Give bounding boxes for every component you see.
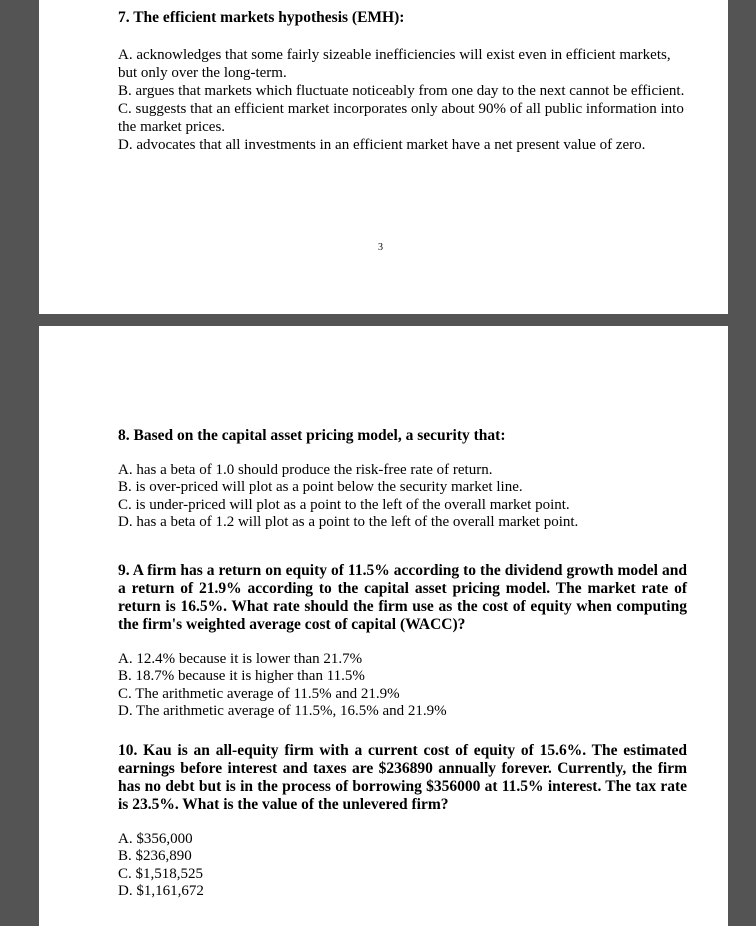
question-8-option-d: D. has a beta of 1.2 will plot as a point to the left of the overall market point. [118, 514, 579, 531]
question-10-option-c: C. $1,518,525 [118, 865, 204, 882]
question-7-option-d: D. advocates that all investments in an efficient market have a net present value of zero. [118, 137, 646, 153]
question-8-option-b: B. is over-priced will plot as a point below the security market line. [118, 479, 523, 496]
question-9-option-b: B. 18.7% because it is higher than 11.5% [118, 668, 365, 685]
question-7-option-c: C. suggests that an efficient market incorporates only about 90% of all public information into the market prices. [118, 101, 684, 135]
question-7 [118, 9, 687, 154]
question-9-option-a: A. 12.4% because it is lower than 21.7% [118, 651, 363, 667]
question-8-option-c: C. is under-priced will plot as a point to the left of the overall market point. [118, 496, 570, 513]
question-7-options [118, 46, 687, 154]
question-9-option-d: D. The arithmetic average of 11.5%, 16.5% and 21.9% [118, 703, 447, 720]
question-8 [118, 427, 687, 532]
question-8-title: 8. Based on the capital asset pricing model, a security that: [118, 427, 506, 444]
question-10-options [118, 831, 687, 901]
question-9 [118, 562, 687, 721]
question-10-option-d: D. $1,161,672 [118, 883, 204, 900]
document-page-3 [39, 0, 728, 314]
question-7-option-a: A. acknowledges that some fairly sizeable inefficiencies will exist even in efficient markets, but only over the long-term. [118, 47, 671, 81]
question-9-options [118, 651, 687, 721]
question-9-option-c: C. The arithmetic average of 11.5% and 21.9% [118, 685, 400, 702]
question-10 [118, 742, 687, 901]
question-10-title: 10. Kau is an all-equity firm with a current cost of equity of 15.6%. The estimated earnings before interest and taxes are $236890 annually forever. Currently, the firm has no debt but is in the process of borrowing $356000 at 11.5% interest. The tax rate is 23.5%. What is the value of the unlevered firm? [118, 742, 687, 813]
question-9-title: 9. A firm has a return on equity of 11.5% according to the dividend growth model and a return of 21.9% according to the capital asset pricing model. The market rate of return is 16.5%. What rate should the firm use as the cost of equity when computing the firm's weighted average cost of capital (WACC)? [118, 562, 687, 633]
question-10-option-a: A. $356,000 [118, 831, 193, 847]
page-number: 3 [378, 242, 383, 253]
question-8-options [118, 462, 687, 532]
document-page-4 [39, 326, 728, 926]
question-7-option-b: B. argues that markets which fluctuate noticeably from one day to the next cannot be efficient. [118, 83, 685, 99]
question-8-option-a: A. has a beta of 1.0 should produce the risk-free rate of return. [118, 462, 493, 478]
question-7-title: 7. The efficient markets hypothesis (EMH): [118, 9, 405, 26]
question-10-option-b: B. $236,890 [118, 848, 192, 865]
